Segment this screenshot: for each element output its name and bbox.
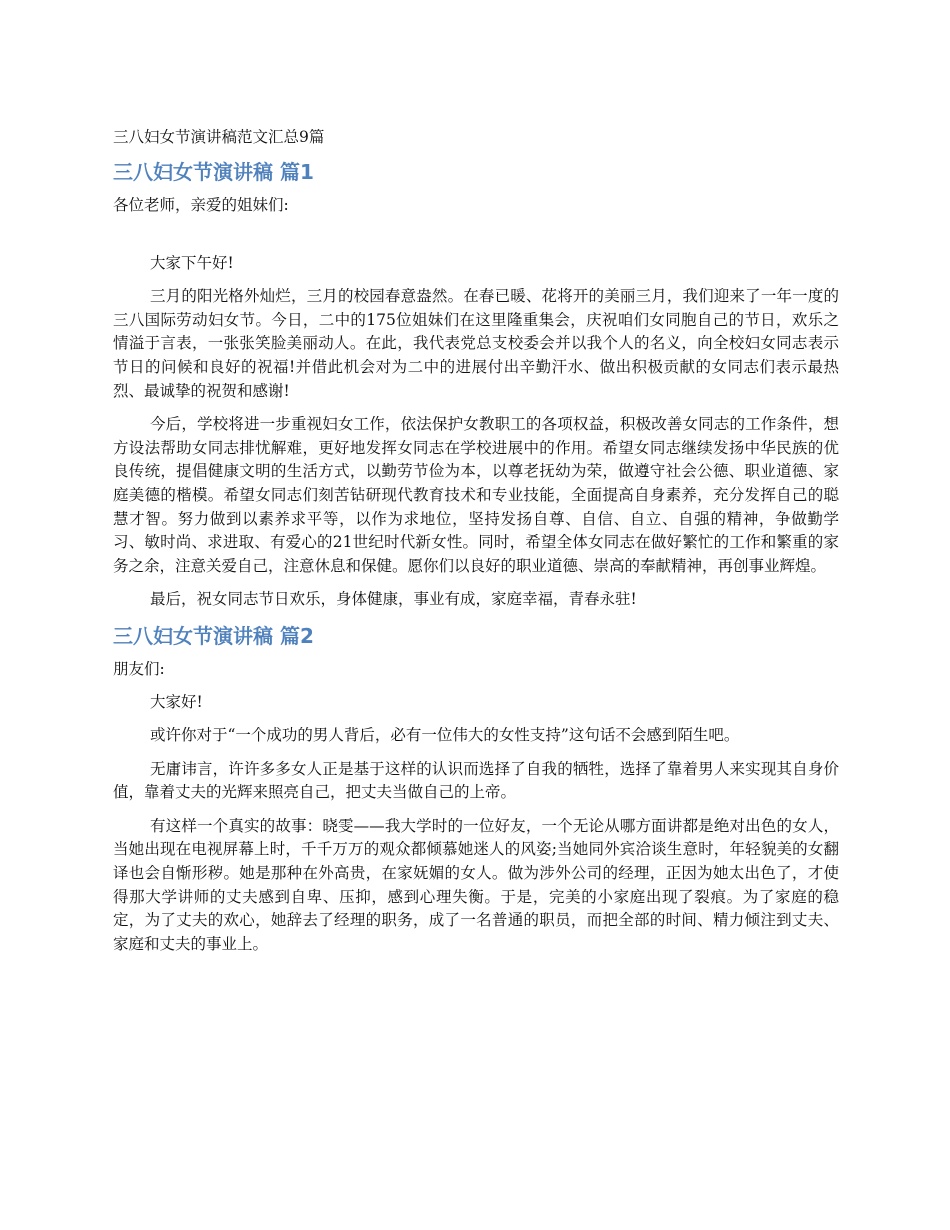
paragraph: 今后，学校将进一步重视妇女工作，依法保护女教职工的各项权益，积极改善女同志的工作条件，想方设法帮助女同志排忧解难，更好地发挥女同志在学校进展中的作用。希望女同志继续发扬中华民族的优良传统，提倡健康文明的生活方式，以勤劳节俭为本，以尊老抚幼为荣，做遵守社会公德、职业道德、家庭美德的楷模。希望女同志们刻苦钻研现代教育技术和专业技能，全面提高自身素养，充分发挥自己的聪慧才智。努力做到以素养求平等，以作为求地位，坚持发扬自尊、自信、自立、自强的精神，争做勤学习、敏时尚、求进取、有爱心的21世纪时代新女性。同时，希望全体女同志在做好繁忙的工作和繁重的家务之余，注意关爱自己，注意休息和保健。愿你们以良好的职业道德、崇高的奉献精神，再创事业辉煌。 <box>113 415 839 575</box>
paragraph: 三月的阳光格外灿烂，三月的校园春意盎然。在春已暖、花将开的美丽三月，我们迎来了一年一度的三八国际劳动妇女节。今日，二中的175位姐妹们在这里隆重集会，庆祝咱们女同胞自己的节日，欢乐之情溢于言表，一张张笑脸美丽动人。在此，我代表党总支校委会并以我个人的名义，向全校妇女同志表示节日的问候和良好的祝福!并借此机会对为二中的进展付出辛勤汗水、做出积极贡献的女同志们表示最热烈、最诚挚的祝贺和感谢! <box>113 287 839 400</box>
document-title: 三八妇女节演讲稿范文汇总9篇 <box>113 128 325 146</box>
paragraph: 有这样一个真实的故事：晓雯——我大学时的一位好友，一个无论从哪方面讲都是绝对出色的女人，当她出现在电视屏幕上时，千千万万的观众都倾慕她迷人的风姿;当她同外宾洽谈生意时，年轻貌美的女翻译也会自惭形秽。她是那种在外高贵，在家妩媚的女人。做为涉外公司的经理，正因为她太出色了，才使得那大学讲师的丈夫感到自卑、压抑，感到心理失衡。于是，完美的小家庭出现了裂痕。为了家庭的稳定，为了丈夫的欢心，她辞去了经理的职务，成了一名普通的职员，而把全部的时间、精力倾注到丈夫、家庭和丈夫的事业上。 <box>113 816 839 953</box>
document-page <box>113 124 839 966</box>
paragraph: 大家好! <box>150 692 203 711</box>
paragraph: 最后，祝女同志节日欢乐，身体健康，事业有成，家庭幸福，青春永驻! <box>150 590 637 609</box>
salutation: 朋友们: <box>113 659 165 678</box>
paragraph: 无庸讳言，许许多多女人正是基于这样的认识而选择了自我的牺牲，选择了靠着男人来实现其自身价值，靠着丈夫的光辉来照亮自己，把丈夫当做自己的上帝。 <box>113 759 839 802</box>
speech-section-1 <box>113 158 839 612</box>
section-heading: 三八妇女节演讲稿 篇2 <box>113 623 314 648</box>
speech-section-2 <box>113 622 839 957</box>
paragraph: 大家下午好! <box>150 253 234 272</box>
paragraph: 或许你对于“一个成功的男人背后，必有一位伟大的女性支持”这句话不会感到陌生吧。 <box>150 726 740 745</box>
section-heading: 三八妇女节演讲稿 篇1 <box>113 160 314 184</box>
salutation: 各位老师，亲爱的姐妹们: <box>113 196 289 214</box>
